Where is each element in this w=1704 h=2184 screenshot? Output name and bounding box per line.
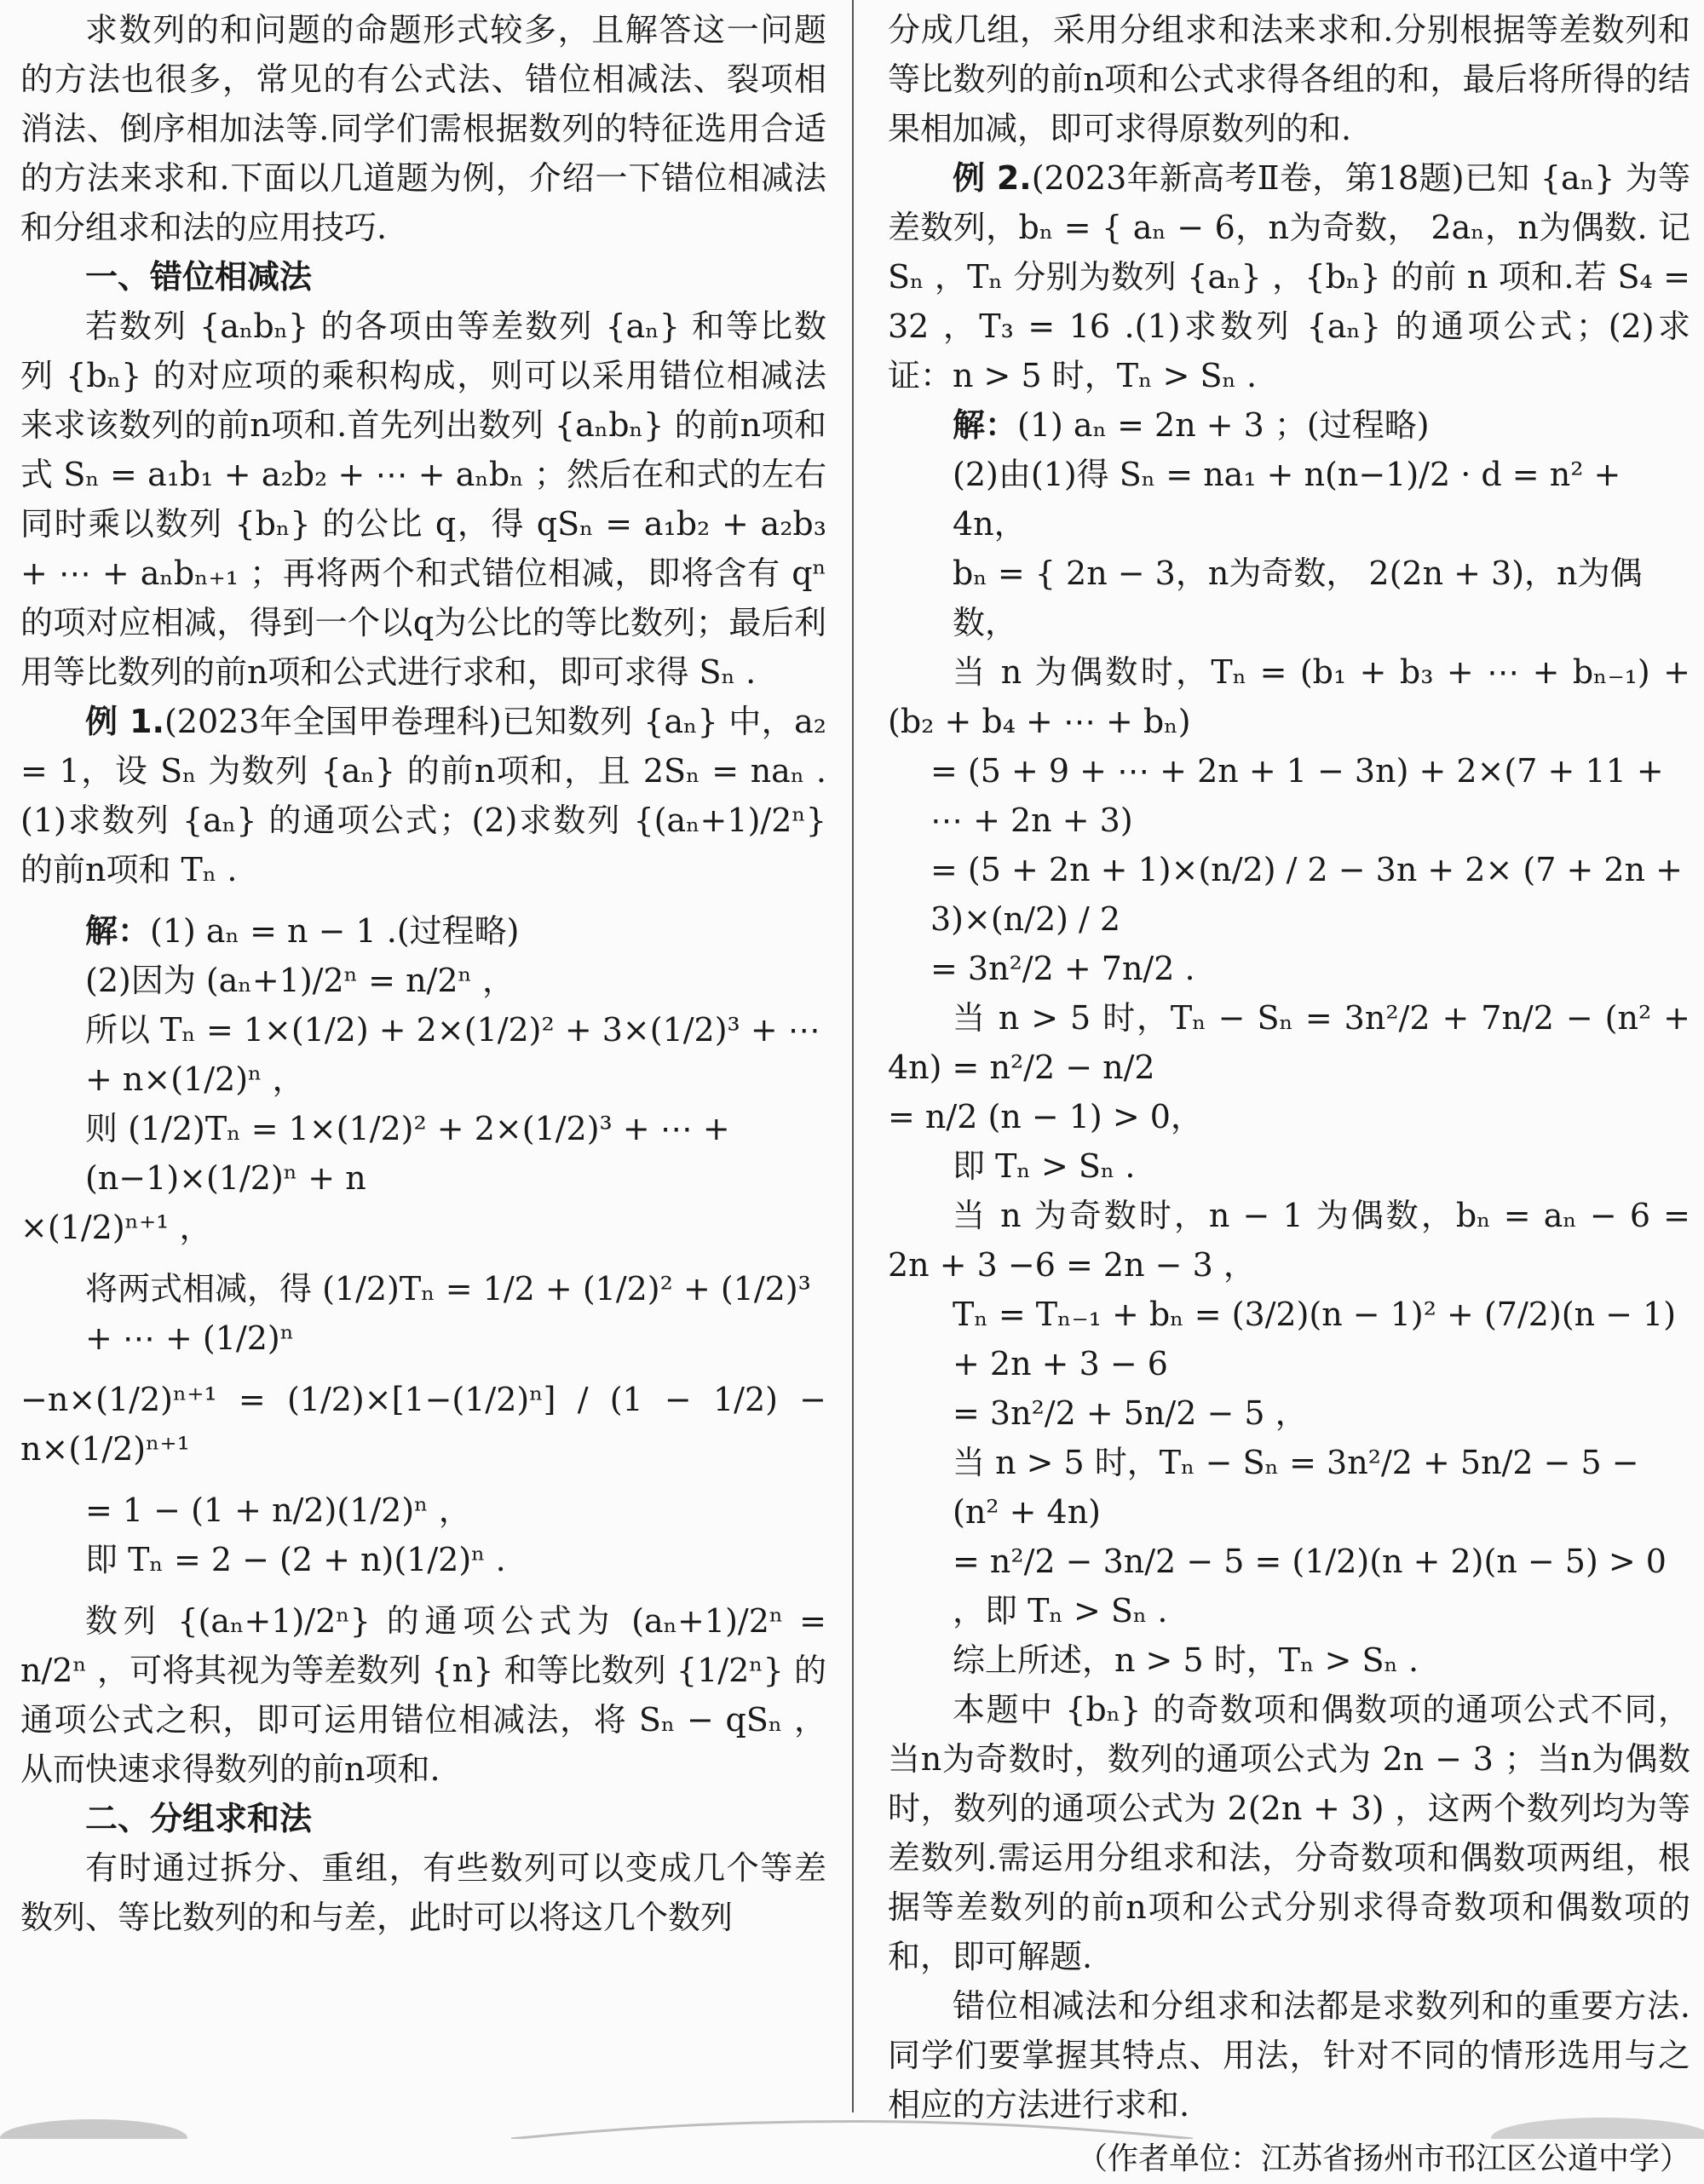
solution-2-line-16: 综上所述，n > 5 时，Tₙ > Sₙ . [953, 1641, 1419, 1679]
solution-1-line-9: 即 Tₙ = 2 − (2 + n)(1/2)ⁿ . [85, 1541, 506, 1578]
solution-2-line-2: (2)由(1)得 Sₙ = na₁ + n(n−1)/2 · d = n² + 4n， [953, 456, 1621, 543]
section-heading-1: 一、错位相减法 [85, 258, 313, 296]
solution-2-line-10: 即 Tₙ > Sₙ . [953, 1147, 1136, 1185]
example-2-text: (2023年新高考Ⅱ卷，第18题)已知 {aₙ} 为等差数列，bₙ = { aₙ − 6，n为奇数， 2aₙ，n为偶数. 记 Sₙ ，Tₙ 分别为数列 {aₙ} ，{bₙ} 的前 n 项和.若 S₄ = 32 ，T₃ = 16 .(1)求数列 {aₙ} 的通项公式；(2)求证：n > 5 时，Tₙ > Sₙ . [888, 159, 1690, 394]
solution-2-line-13: = 3n²/2 + 5n/2 − 5 ， [953, 1394, 1308, 1432]
solution-2-line-9: = n/2 (n − 1) > 0， [888, 1098, 1203, 1135]
solution-2-line-11: 当 n 为奇数时，n − 1 为偶数，bₙ = aₙ − 6 = 2n + 3 −6 = 2n − 3 ， [888, 1197, 1690, 1284]
solution-2-line-15: = n²/2 − 3n/2 − 5 = (1/2)(n + 2)(n − 5) > 0 ，即 Tₙ > Sₙ . [953, 1543, 1667, 1629]
solution-2-line-12: Tₙ = Tₙ₋₁ + bₙ = (3/2)(n − 1)² + (7/2)(n − 1) + 2n + 3 − 6 [953, 1296, 1677, 1382]
note-2-paragraph: 本题中 {bₙ} 的奇数项和偶数项的通项公式不同，当n为奇数时，数列的通项公式为 2n − 3 ；当n为偶数时，数列的通项公式为 2(2n + 3) ，这两个数列均为等差数列.需运用分组求和法，分奇数项和偶数项两组，根据等差数列的前n项和公式分别求得奇数项和偶数项的和，即可解题. [888, 1691, 1690, 1975]
section-2-paragraph-continued: 分成几组，采用分组求和法来求和.分别根据等差数列和等比数列的前n项和公式求得各组的和，最后将所得的结果相加减，即可求得原数列的和. [888, 11, 1690, 147]
example-2 [888, 153, 1690, 400]
intro-paragraph: 求数列的和问题的命题形式较多，且解答这一问题的方法也很多，常见的有公式法、错位相减法、裂项相消法、倒序相加法等.同学们需根据数列的特征选用合适的方法来求和.下面以几道题为例，介绍一下错位相减法和分组求和法的应用技巧. [20, 11, 826, 246]
solution-2-line-5: = (5 + 9 + ⋯ + 2n + 1 − 3n) + 2×(7 + 11 + ⋯ + 2n + 3) [930, 752, 1664, 839]
solution-1-line-7: −n×(1/2)ⁿ⁺¹ = (1/2)×[1−(1/2)ⁿ] / (1 − 1/2) − n×(1/2)ⁿ⁺¹ [20, 1381, 826, 1468]
section-heading-2: 二、分组求和法 [85, 1800, 313, 1837]
solution-2-line-14: 当 n > 5 时，Tₙ − Sₙ = 3n²/2 + 5n/2 − 5 − (n² + 4n) [953, 1444, 1639, 1531]
left-column [20, 5, 826, 1942]
solution-2-line-4: 当 n 为偶数时，Tₙ = (b₁ + b₃ + ⋯ + bₙ₋₁) + (b₂ + b₄ + ⋯ + bₙ) [888, 653, 1690, 740]
solution-2-line-3: bₙ = { 2n − 3，n为奇数， 2(2n + 3)，n为偶数， [953, 555, 1643, 641]
solution-2-line-6: = (5 + 2n + 1)×(n/2) / 2 − 3n + 2× (7 + 2n + 3)×(n/2) / 2 [930, 851, 1683, 938]
example-1 [20, 697, 826, 894]
solution-1-line-3: 所以 Tₙ = 1×(1/2) + 2×(1/2)² + 3×(1/2)³ + ⋯ + n×(1/2)ⁿ ， [85, 1011, 820, 1098]
solution-2-label: 解： [953, 406, 1018, 444]
solution-1-line-5: ×(1/2)ⁿ⁺¹ ， [20, 1209, 212, 1246]
section-2-paragraph: 有时通过拆分、重组，有些数列可以变成几个等差数列、等比数列的和与差，此时可以将这几个数列 [20, 1849, 826, 1936]
solution-1-label: 解： [85, 912, 151, 950]
solution-2-line-7: = 3n²/2 + 7n/2 . [930, 950, 1195, 987]
solution-1-line-6: 将两式相减，得 (1/2)Tₙ = 1/2 + (1/2)² + (1/2)³ + ⋯ + (1/2)ⁿ [85, 1270, 811, 1357]
solution-1-line-2: (2)因为 (aₙ+1)/2ⁿ = n/2ⁿ ， [85, 962, 515, 999]
example-1-label: 例 1. [85, 703, 164, 740]
solution-2-line-8: 当 n > 5 时，Tₙ − Sₙ = 3n²/2 + 7n/2 − (n² + 4n) = n²/2 − n/2 [888, 999, 1690, 1086]
summary-paragraph: 错位相减法和分组求和法都是求数列和的重要方法.同学们要掌握其特点、用法，针对不同的情形选用与之相应的方法进行求和. [888, 1987, 1690, 2124]
right-column [888, 5, 1690, 2184]
section-1-paragraph: 若数列 {aₙbₙ} 的各项由等差数列 {aₙ} 和等比数列 {bₙ} 的对应项的乘积构成，则可以采用错位相减法来求该数列的前n项和.首先列出数列 {aₙbₙ} 的前n项和式 Sₙ = a₁b₁ + a₂b₂ + ⋯ + aₙbₙ ；然后在和式的左右同时乘以数列 {bₙ} 的公比 q，得 qSₙ = a₁b₂ + a₂b₃ + ⋯ + aₙbₙ₊₁ ；再将两个和式错位相减，即将含有 qⁿ 的项对应相减，得到一个以q为公比的等比数列；最后利用等比数列的前n项和公式进行求和，即可求得 Sₙ . [20, 307, 826, 691]
note-1-paragraph: 数列 {(aₙ+1)/2ⁿ} 的通项公式为 (aₙ+1)/2ⁿ = n/2ⁿ ，可将其视为等差数列 {n} 和等比数列 {1/2ⁿ} 的通项公式之积，即可运用错位相减法，将 Sₙ − qSₙ ，从而快速求得数列的前n项和. [20, 1602, 826, 1788]
solution-1-line-8: = 1 − (1 + n/2)(1/2)ⁿ ， [85, 1491, 471, 1529]
author-affiliation: （作者单位：江苏省扬州市邗江区公道中学） [1076, 2141, 1690, 2176]
page-bottom-decoration [0, 2112, 1704, 2139]
example-2-label: 例 2. [953, 159, 1032, 197]
solution-1-line-4: 则 (1/2)Tₙ = 1×(1/2)² + 2×(1/2)³ + ⋯ + (n−1)×(1/2)ⁿ + n [85, 1110, 730, 1197]
example-1-text: (2023年全国甲卷理科)已知数列 {aₙ} 中，a₂ = 1，设 Sₙ 为数列 {aₙ} 的前n项和，且 2Sₙ = naₙ .(1)求数列 {aₙ} 的通项公式；(2)求数列 {(aₙ+1)/2ⁿ} 的前n项和 Tₙ . [20, 703, 826, 888]
solution-2-line-1: 解：(1) aₙ = 2n + 3 ；(过程略) [953, 406, 1430, 444]
column-divider [852, 0, 854, 2112]
solution-1-line-1: 解：(1) aₙ = n − 1 .(过程略) [85, 912, 520, 950]
